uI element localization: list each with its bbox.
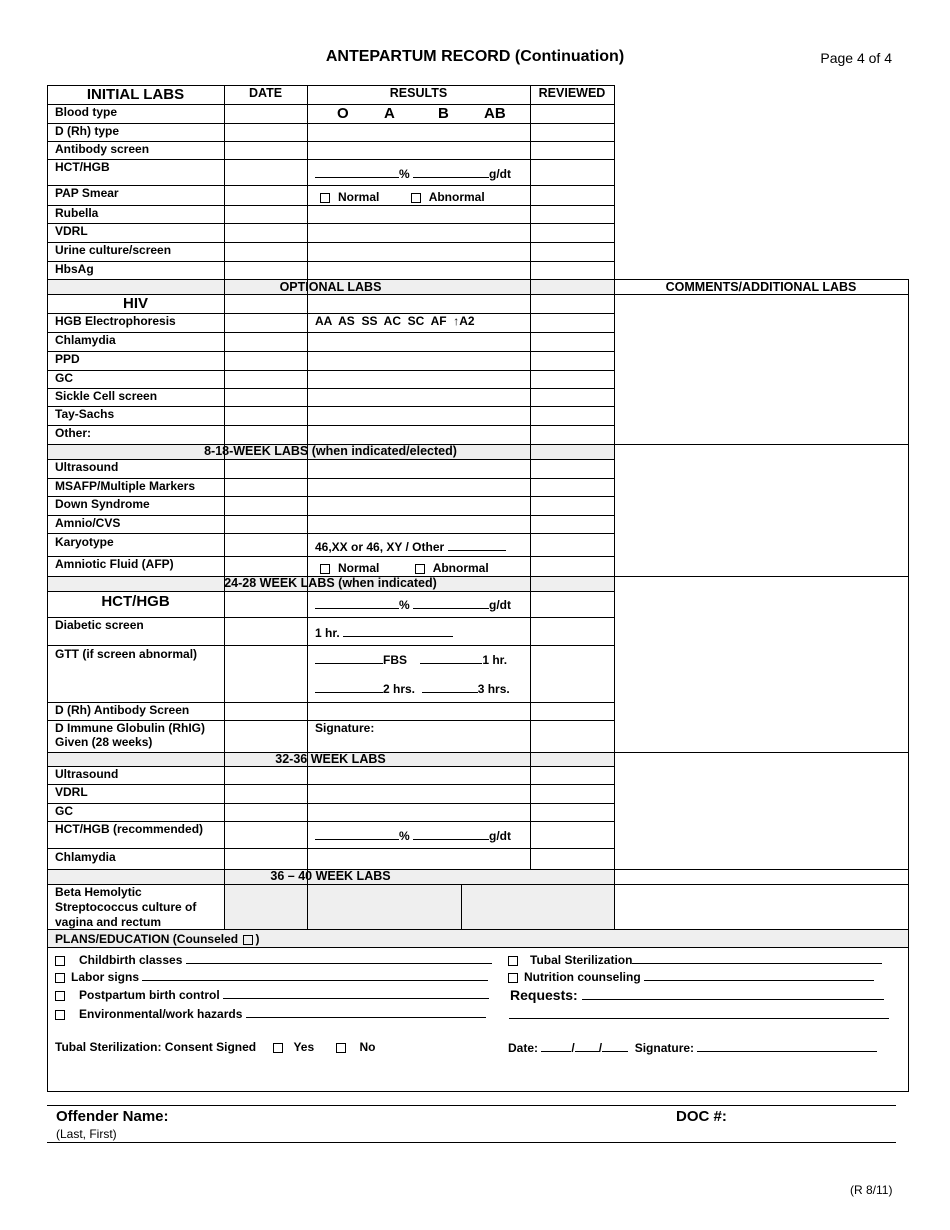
plan-tubal[interactable]: Tubal Sterilization [508, 952, 882, 967]
requests-line-2[interactable] [509, 1007, 889, 1019]
antepartum-lab-form [47, 85, 908, 1091]
checkbox-icon[interactable] [320, 193, 330, 203]
pap-result[interactable]: Normal Abnormal [320, 190, 485, 204]
results-column-header: RESULTS [389, 86, 448, 100]
checkbox-icon[interactable] [411, 193, 421, 203]
hct-hgb-result[interactable]: % g/dt [315, 166, 511, 181]
label-gbs-1: Beta Hemolytic [55, 885, 142, 899]
label-hbsag: HbsAg [55, 262, 94, 276]
optional-labs-header: OPTIONAL LABS [279, 280, 382, 294]
label-vdrl-32: VDRL [55, 785, 88, 799]
plan-postpartum[interactable]: Postpartum birth control [55, 987, 489, 1002]
label-down-syndrome: Down Syndrome [55, 497, 150, 511]
label-sickle-cell: Sickle Cell screen [55, 389, 158, 403]
gtt-result-1[interactable]: FBS 1 hr. [315, 652, 507, 667]
label-rhig: D Immune Globulin (RhIG) [55, 721, 205, 735]
label-antibody-screen: Antibody screen [55, 142, 150, 156]
checkbox-icon[interactable] [55, 1010, 65, 1020]
label-hct-hgb-32: HCT/HGB (recommended) [55, 822, 204, 836]
label-ultrasound-32: Ultrasound [55, 767, 119, 781]
week24-header: 24-28 WEEK LABS (when indicated) [224, 576, 437, 590]
label-hct-hgb: HCT/HGB [55, 160, 110, 174]
label-pap-smear: PAP Smear [55, 186, 119, 200]
label-gc-32: GC [55, 804, 73, 818]
comments-header: COMMENTS/ADDITIONAL LABS [665, 280, 857, 294]
label-blood-type: Blood type [55, 105, 117, 119]
gtt-result-2[interactable]: 2 hrs. 3 hrs. [315, 681, 510, 696]
checkbox-icon[interactable] [243, 935, 253, 945]
plan-childbirth[interactable]: Childbirth classes [55, 952, 492, 967]
checkbox-icon[interactable] [415, 564, 425, 574]
diabetic-result[interactable]: 1 hr. [315, 625, 453, 640]
revision-label: (R 8/11) [850, 1183, 893, 1197]
label-hct-hgb-24: HCT/HGB [101, 593, 170, 610]
label-amniotic-fluid: Amniotic Fluid (AFP) [55, 557, 174, 571]
checkbox-icon[interactable] [55, 973, 65, 983]
label-chlamydia: Chlamydia [55, 333, 116, 347]
checkbox-icon[interactable] [508, 973, 518, 983]
label-other: Other: [55, 426, 91, 440]
doc-number-label: DOC #: [676, 1108, 727, 1125]
page-title: ANTEPARTUM RECORD (Continuation) [325, 48, 625, 65]
hgb-options: AA AS SS AC SC AF ↑A2 [315, 314, 475, 328]
reviewed-column-header: REVIEWED [538, 86, 606, 100]
gbs-shade [224, 884, 614, 929]
checkbox-icon[interactable] [508, 956, 518, 966]
checkbox-icon[interactable] [273, 1043, 283, 1053]
plan-environmental[interactable]: Environmental/work hazards [55, 1006, 486, 1021]
blood-option-ab: AB [484, 105, 506, 122]
label-gbs-2: Streptococcus culture of [55, 900, 197, 914]
label-rh-antibody: D (Rh) Antibody Screen [55, 703, 190, 717]
label-urine-culture: Urine culture/screen [55, 243, 172, 257]
date-column-header: DATE [248, 86, 283, 100]
initial-labs-header: INITIAL LABS [86, 86, 185, 103]
label-gtt: GTT (if screen abnormal) [55, 647, 198, 661]
week8-header: 8-18-WEEK LABS (when indicated/elected) [204, 444, 457, 458]
blood-option-o: O [337, 105, 349, 122]
afp-result[interactable]: Normal Abnormal [320, 561, 489, 575]
checkbox-icon[interactable] [336, 1043, 346, 1053]
label-karyotype: Karyotype [55, 535, 114, 549]
consent-date-signature[interactable]: Date: / / Signature: [508, 1040, 877, 1055]
label-vdrl: VDRL [55, 224, 88, 238]
label-hgb-electrophoresis: HGB Electrophoresis [55, 314, 176, 328]
blood-option-a: A [384, 105, 395, 122]
label-rhig-given: Given (28 weeks) [55, 735, 153, 749]
week32-header: 32-36 WEEK LABS [275, 752, 386, 766]
rhig-signature: Signature: [315, 721, 375, 735]
checkbox-icon[interactable] [55, 991, 65, 1001]
tubal-consent[interactable]: Tubal Sterilization: Consent Signed Yes No [55, 1040, 376, 1054]
label-tay-sachs: Tay-Sachs [55, 407, 115, 421]
label-ppd: PPD [55, 352, 80, 366]
label-rh-type: D (Rh) type [55, 124, 119, 138]
checkbox-icon[interactable] [55, 956, 65, 966]
plan-labor-signs[interactable]: Labor signs [55, 969, 488, 984]
blood-option-b: B [438, 105, 449, 122]
label-ultrasound: Ultrasound [55, 460, 119, 474]
karyotype-result[interactable]: 46,XX or 46, XY / Other [315, 539, 506, 554]
label-diabetic-screen: Diabetic screen [55, 618, 144, 632]
label-gc: GC [55, 371, 73, 385]
checkbox-icon[interactable] [320, 564, 330, 574]
hct-hgb-24-result[interactable]: % g/dt [315, 597, 511, 612]
hct-hgb-32-result[interactable]: % g/dt [315, 828, 511, 843]
label-msafp: MSAFP/Multiple Markers [55, 479, 196, 493]
label-amnio: Amnio/CVS [55, 516, 121, 530]
plans-header: PLANS/EDUCATION (Counseled ) [55, 932, 260, 946]
offender-name-sub: (Last, First) [56, 1127, 117, 1141]
offender-name-label: Offender Name: [56, 1108, 169, 1125]
plan-nutrition[interactable]: Nutrition counseling [508, 969, 874, 984]
page-number: Page 4 of 4 [820, 50, 892, 66]
label-hiv: HIV [122, 295, 148, 312]
label-chlamydia-32: Chlamydia [55, 850, 116, 864]
week36-header: 36 – 40 WEEK LABS [270, 869, 391, 883]
plan-requests[interactable]: Requests: [510, 987, 884, 1003]
label-gbs-3: vagina and rectum [55, 915, 162, 929]
label-rubella: Rubella [55, 206, 99, 220]
